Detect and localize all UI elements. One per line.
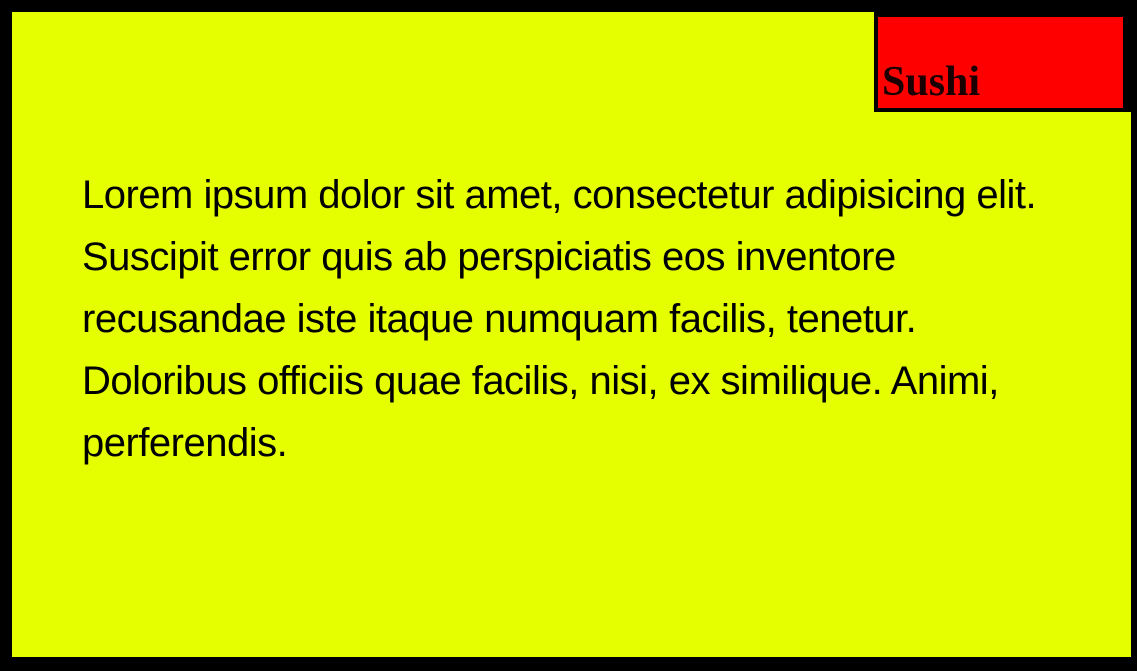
category-tag [878,17,1123,108]
category-tag-label: Sushi [882,59,981,105]
card-body-text: Lorem ipsum dolor sit amet, consectetur adipisicing elit. Suscipit error quis ab perspiciatis eos inventore recusandae iste itaque numquam facilis, tenetur. Doloribus officiis quae facilis, nisi, ex similique. Animi, perferendis. [82,173,1037,465]
content-card [12,12,1131,657]
